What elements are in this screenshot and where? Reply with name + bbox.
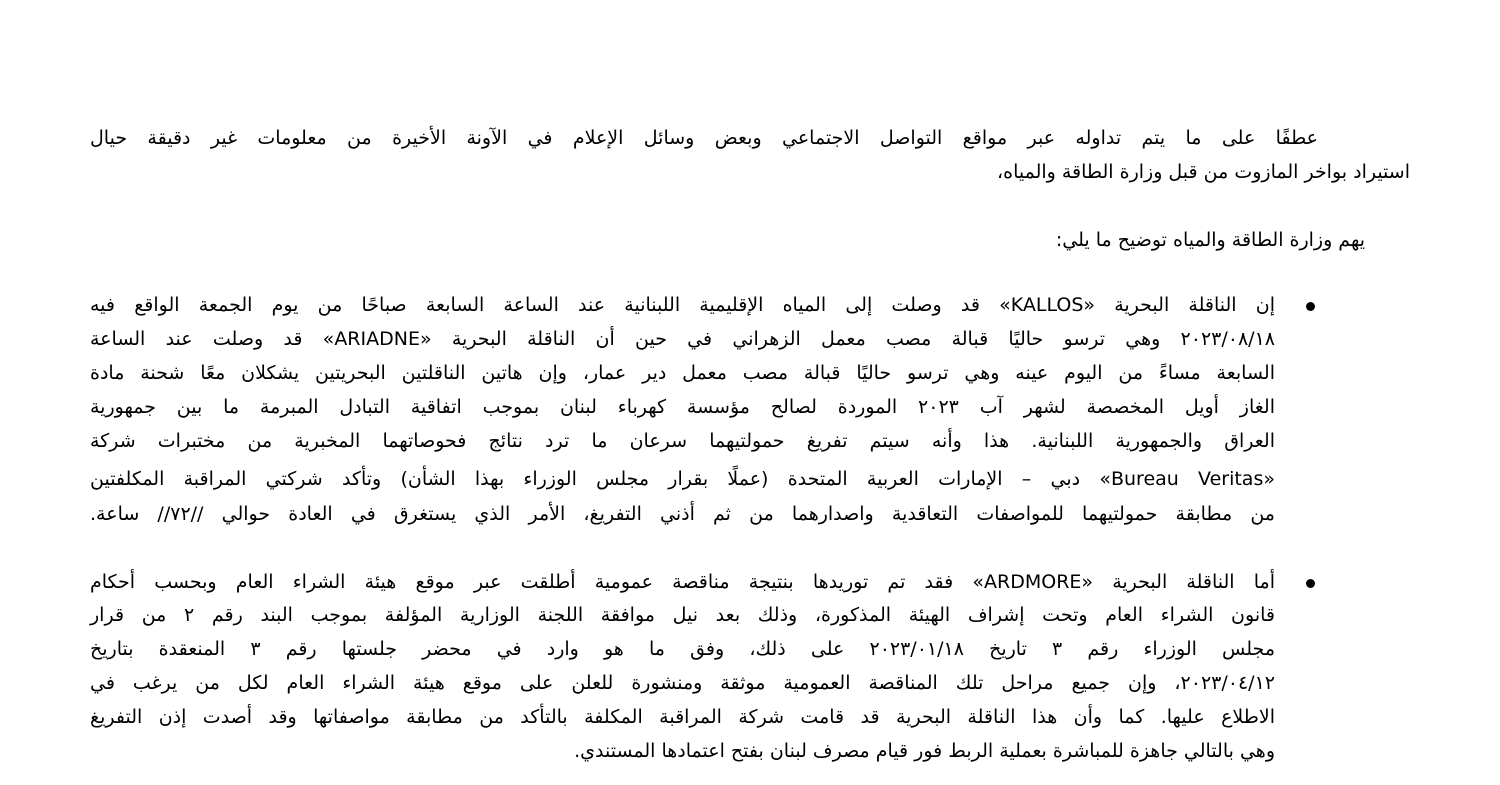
bullet-line: مجلس الوزراء رقم ٣ تاريخ ٢٠٢٣/٠١/١٨ على ذلك، وفق ما هو وارد في محضر جلستها رقم ٣ المنعقدة بتاريخ xyxy=(90,638,1276,660)
bullet-line: العراق والجمهورية اللبنانية. هذا وأنه سيتم تفريغ حمولتيهما سرعان ما ترد نتائج فحوصاتهما المخبرية من مختبرات شركة xyxy=(90,430,1275,452)
bullet-line: وهي بالتالي جاهزة للمباشرة بعملية الربط فور قيام مصرف لبنان بفتح اعتمادها المستندي. xyxy=(574,740,1275,762)
bullet-line: إن الناقلة البحرية «KALLOS» قد وصلت إلى المياه الإقليمية اللبنانية عند الساعة السابعة صباحًا من يوم الجمعة الواقع فيه xyxy=(90,294,1275,316)
bullet-line: قانون الشراء العام وتحت إشراف الهيئة المذكورة، وذلك بعد نيل موافقة اللجنة الوزارية المؤلفة بموجب البند رقم ٢ من قرار xyxy=(90,604,1275,626)
intro-line: استيراد بواخر المازوت من قبل وزارة الطاقة والمياه، xyxy=(996,161,1410,183)
bullet-line: الاطلاع عليها. كما وأن هذا الناقلة البحرية قد قامت شركة المراقبة المكلفة بالتأكد من مطابقة مواصفاتها وقد أصدت إذن التفريغ xyxy=(90,706,1275,728)
bullet-line: «Bureau Veritas» دبي – الإمارات العربية المتحدة (عملًا بقرار مجلس الوزراء بهذا الشأن) وتأكد شركتي المراقبة المكلفتين xyxy=(90,468,1275,490)
bullet-icon xyxy=(1306,579,1315,588)
bullet-line: ٢٠٢٣/٠٤/١٢، وإن جميع مراحل تلك المناقصة العمومية موثقة ومنشورة للعلن على موقع هيئة الشراء العام لكل من يرغب في xyxy=(90,672,1275,694)
bullet-icon xyxy=(1306,302,1315,311)
bullet-line: الغاز أويل المخصصة لشهر آب ٢٠٢٣ الموردة لصالح مؤسسة كهرباء لبنان بموجب اتفاقية التبادل المبرمة ما بين جمهورية xyxy=(90,396,1275,418)
bullet-line: ٢٠٢٣/٠٨/١٨ وهي ترسو حاليًا قبالة مصب معمل الزهراني في حين أن الناقلة البحرية «ARIADNE» قد وصلت عند الساعة xyxy=(90,328,1275,350)
bullet-line: السابعة مساءً من اليوم عينه وهي ترسو حاليًا قبالة مصب معمل دير عمار، وإن هاتين الناقلتين البحريتين يشكلان معًا شحنة مادة xyxy=(90,362,1275,384)
bullet-line: من مطابقة حمولتيهما للمواصفات التعاقدية واصدارهما من ثم أذني التفريغ، الأمر الذي يستغرق في العادة حوالي //٧٢// ساعة. xyxy=(90,503,1275,525)
intro-line: عطفًا على ما يتم تداوله عبر مواقع التواصل الاجتماعي وبعض وسائل الإعلام في الآونة الأخيرة من معلومات غير دقيقة حيال xyxy=(90,127,1318,149)
lead-text: يهم وزارة الطاقة والمياه توضيح ما يلي: xyxy=(1055,229,1365,251)
bullet-line: أما الناقلة البحرية «ARDMORE» فقد تم توريدها بنتيجة مناقصة عمومية أطلقت عبر موقع هيئة الشراء العام وبحسب أحكام xyxy=(90,571,1275,593)
